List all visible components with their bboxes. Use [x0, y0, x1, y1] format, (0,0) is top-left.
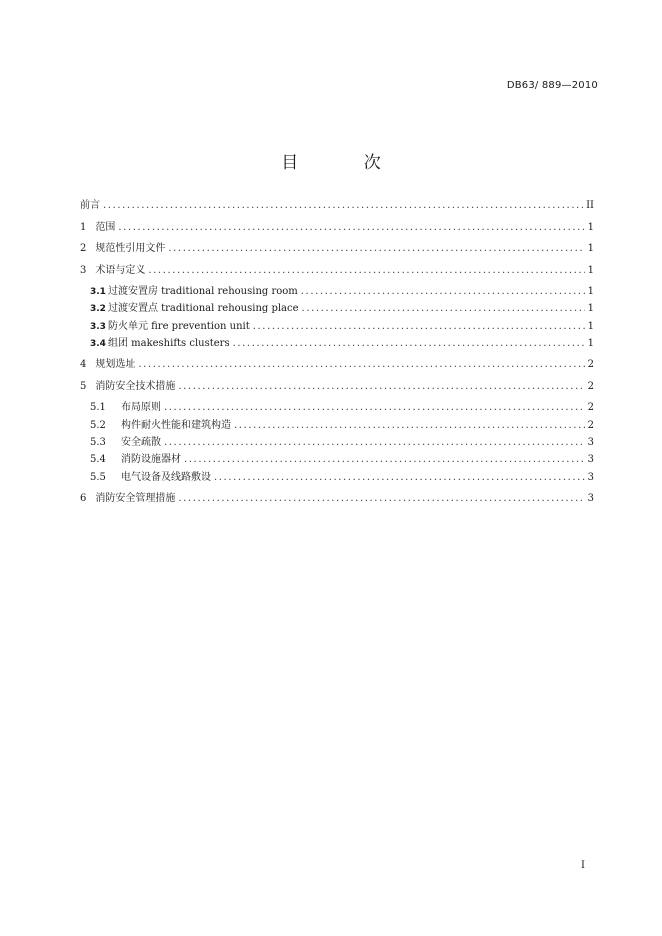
toc-entry-number: 5.2 [90, 419, 106, 431]
toc-entry-page: 1 [587, 320, 594, 332]
toc-entry-number: 4 [80, 359, 87, 371]
toc-entry-page: 1 [587, 221, 594, 233]
toc-entry-label: 过渡安置点 traditional rehousing place [107, 303, 299, 315]
dot-leader [138, 359, 584, 371]
toc-entry-terms-definitions[interactable] [80, 265, 594, 277]
toc-entry-label: 防火单元 fire prevention unit [107, 320, 250, 332]
toc-entry-page: 1 [587, 243, 594, 254]
toc-entry-page: 3 [587, 493, 594, 505]
toc-entry-number: 5.3 [90, 436, 106, 448]
page-number: I [581, 860, 585, 871]
toc-entry-fire-safety-management[interactable] [80, 493, 594, 505]
dot-leader [164, 402, 585, 414]
dot-leader [103, 200, 583, 212]
dot-leader [178, 493, 584, 505]
toc-subentry[interactable] [80, 420, 594, 432]
toc-entry-page: 3 [587, 436, 594, 448]
toc-subentry[interactable] [80, 402, 594, 414]
page-title: 目 次 [281, 153, 411, 173]
toc-entry-number: 3.4 [90, 338, 106, 349]
toc-entry-number: 1 [80, 221, 87, 233]
dot-leader [234, 420, 585, 432]
toc-entry-label: 规划选址 [95, 359, 136, 371]
toc-entry-label: 前言 [80, 200, 100, 211]
toc-entry-label: 布局原则 [121, 402, 161, 414]
toc-entry-page: 1 [587, 303, 594, 315]
table-of-contents [80, 200, 594, 505]
toc-entry-label: 术语与定义 [95, 264, 146, 276]
toc-entry-label: 消防安全管理措施 [95, 493, 176, 505]
toc-entry-page: 1 [587, 337, 594, 349]
dot-leader [168, 243, 584, 255]
toc-entry-label: 消防安全技术措施 [95, 380, 176, 392]
toc-entry-page: II [586, 200, 594, 211]
toc-entry-number: 3 [80, 264, 87, 276]
toc-subentry[interactable] [80, 286, 594, 298]
toc-entry-normative-references[interactable] [80, 243, 594, 255]
toc-entry-number: 5.5 [90, 471, 106, 483]
dot-leader [302, 303, 585, 315]
toc-subentry[interactable] [80, 454, 594, 466]
toc-entry-label: 构件耐火性能和建筑构造 [121, 419, 231, 431]
toc-entry-number: 5 [80, 380, 87, 392]
toc-entry-site-planning[interactable] [80, 359, 594, 371]
dot-leader [253, 321, 585, 333]
toc-entry-page: 3 [587, 471, 594, 483]
toc-entry-number: 3.2 [90, 304, 106, 315]
toc-subentry[interactable] [80, 303, 594, 315]
toc-entry-number: 5.4 [90, 454, 106, 466]
dot-leader [148, 265, 584, 277]
toc-entry-page: 3 [587, 454, 594, 466]
toc-entry-page: 2 [587, 380, 594, 392]
toc-entry-foreword[interactable] [80, 200, 594, 212]
toc-entry-page: 2 [587, 402, 594, 414]
dot-leader [164, 437, 585, 449]
toc-entry-label: 消防设施器材 [121, 454, 181, 466]
toc-entry-label: 组团 makeshifts clusters [107, 337, 230, 349]
toc-entry-number: 3.1 [90, 287, 106, 297]
toc-subentry[interactable] [80, 472, 594, 484]
toc-entry-number: 6 [80, 493, 87, 505]
dot-leader [184, 454, 585, 466]
dot-leader [118, 222, 584, 234]
toc-entry-label: 安全疏散 [121, 436, 161, 448]
dot-leader [301, 286, 585, 298]
toc-entry-fire-safety-technical[interactable] [80, 381, 594, 393]
dot-leader [178, 381, 584, 393]
toc-entry-number: 5.1 [90, 402, 106, 414]
toc-subentry[interactable] [80, 338, 594, 350]
toc-entry-label: 过渡安置房 traditional rehousing room [107, 286, 298, 297]
toc-subentry[interactable] [80, 321, 594, 333]
toc-entry-label: 范围 [95, 221, 116, 233]
toc-entry-label: 规范性引用文件 [95, 243, 166, 254]
document-code: DB63/ 889—2010 [506, 80, 598, 91]
toc-entry-label: 电气设备及线路敷设 [121, 471, 211, 483]
dot-leader [233, 338, 585, 350]
dot-leader [214, 472, 585, 484]
toc-subentry[interactable] [80, 437, 594, 449]
toc-entry-page: 1 [587, 286, 594, 297]
toc-entry-number: 3.3 [90, 321, 106, 332]
toc-entry-page: 2 [587, 359, 594, 371]
toc-entry-page: 2 [587, 419, 594, 431]
toc-entry-number: 2 [80, 243, 87, 254]
toc-entry-scope[interactable] [80, 222, 594, 234]
toc-entry-page: 1 [587, 264, 594, 276]
